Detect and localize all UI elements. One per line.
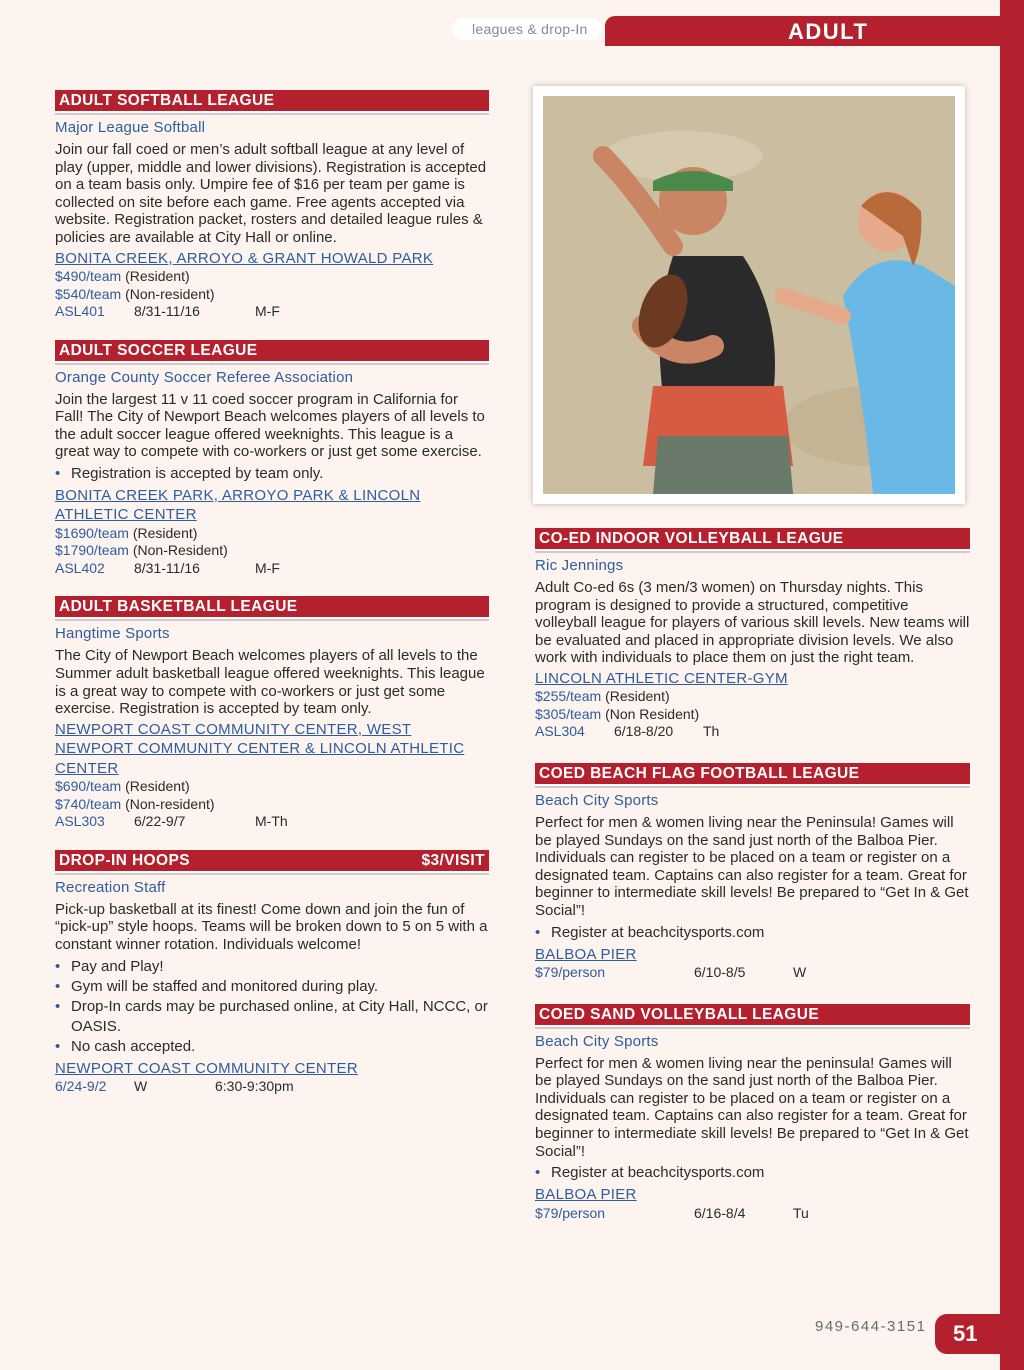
schedule-row: [55, 303, 489, 321]
fee-row: [55, 525, 489, 543]
fee-row: [535, 688, 970, 706]
bullet-item: • Register at beachcitysports.com: [535, 923, 970, 943]
provider: Hangtime Sports: [55, 625, 170, 643]
fee-amount: $255/team: [535, 688, 602, 705]
course-code: ASL304: [535, 723, 585, 740]
fee-amount: $540/team: [55, 285, 122, 302]
days: W: [793, 964, 807, 981]
description: Pick-up basketball at its finest! Come down and join the fun of “pick-up” style hoops. Teams will be broken down to 5 on 5 with a constant winner rotation. Individuals welcome!: [55, 900, 488, 953]
description: Perfect for men & women living near the peninsula! Games will be played Sundays on the sand just north of the Balboa Pier. Individuals can register to be placed on a team or register on a designated team. Captains can also register for a team. Great for beginner to intermediate skill levels! Be prepared to “Get In & Get Social”!: [535, 1054, 969, 1160]
location-link[interactable]: NEWPORT COAST COMMUNITY CENTER: [55, 1059, 358, 1077]
fee-type: (Non-Resident): [132, 542, 228, 559]
description: Perfect for men & women living near the Peninsula! Games will be played Sundays on the sand just north of the Balboa Pier. Individuals can register to be placed on a team or register on a designated team. Captains can also register for a team. Great for beginner to intermediate skill levels! Be prepared to “Get In & Get Social”!: [535, 813, 969, 919]
fee-type: (Resident): [125, 778, 190, 795]
section-title: ADULT SOCCER LEAGUE: [59, 341, 258, 359]
price: $79/person: [535, 964, 606, 981]
location-link[interactable]: LINCOLN ATHLETIC CENTER-GYM: [535, 669, 788, 687]
dates: 8/31-11/16: [134, 559, 200, 576]
fee-row: [535, 706, 970, 724]
flag-football-section: [535, 763, 970, 982]
bullet-item: • Pay and Play!: [55, 957, 489, 977]
location-link[interactable]: BONITA CREEK PARK, ARROYO PARK & LINCOLN ATHLETIC CENTER: [55, 486, 421, 524]
dates: 6/22-9/7: [134, 813, 186, 830]
section-title: ADULT BASKETBALL LEAGUE: [59, 598, 298, 616]
section-heading: [535, 763, 970, 786]
fee-amount: $1690/team: [55, 524, 129, 541]
provider: Beach City Sports: [535, 1032, 659, 1050]
schedule-row: [535, 723, 970, 741]
days: M-F: [255, 559, 280, 576]
fee-type: (Non Resident): [605, 705, 700, 722]
section-heading: [55, 596, 489, 619]
flag-football-photo: [543, 96, 955, 494]
price-tag: $3/VISIT: [421, 851, 485, 869]
fee-row: [55, 286, 489, 304]
description: The City of Newport Beach welcomes players of all levels to the Summer adult basketball league offered weeknights. This league is a great way to compete with co-workers or just get some exercise. Registration is accepted by team only.: [55, 647, 485, 718]
provider: Ric Jennings: [535, 557, 624, 574]
location-link[interactable]: NEWPORT COAST COMMUNITY CENTER, WEST NEWPORT COMMUNITY CENTER & LINCOLN ATHLETIC CENTER: [55, 720, 465, 777]
section-heading: [535, 528, 970, 551]
fee-row: [55, 796, 489, 814]
footer-phone: 949-644-3151: [815, 1318, 927, 1335]
photo-frame: [533, 86, 965, 504]
dates: 6/16-8/4: [694, 1204, 746, 1221]
section-title: COED SAND VOLLEYBALL LEAGUE: [539, 1005, 820, 1023]
section-heading: [55, 90, 489, 113]
softball-section: [55, 90, 489, 321]
dates: 8/31-11/16: [134, 303, 200, 320]
right-column: [535, 528, 970, 1222]
location-link[interactable]: BALBOA PIER: [535, 945, 637, 963]
time: 6:30-9:30pm: [215, 1078, 294, 1095]
course-code: ASL303: [55, 813, 105, 830]
bullet-item: • Register at beachcitysports.com: [535, 1163, 970, 1183]
volleyball-section: [535, 528, 970, 741]
provider: Recreation Staff: [55, 878, 166, 896]
provider: Major League Softball: [55, 119, 206, 136]
page-edge-bar: [1000, 0, 1024, 1370]
days: Tu: [793, 1204, 809, 1221]
location-link[interactable]: BALBOA PIER: [535, 1186, 637, 1204]
course-code: ASL402: [55, 559, 105, 576]
bullet-list: [535, 1163, 970, 1183]
schedule-row: [535, 964, 970, 982]
section-title: COED BEACH FLAG FOOTBALL LEAGUE: [539, 764, 860, 782]
dates: 6/24-9/2: [55, 1078, 107, 1095]
section-heading: [535, 1004, 970, 1027]
bullet-list: [55, 957, 489, 1057]
fee-amount: $490/team: [55, 268, 122, 285]
course-code: ASL401: [55, 303, 105, 320]
bullet-item: • Drop-In cards may be purchased online, at City Hall, NCCC, or OASIS.: [55, 997, 489, 1037]
fee-type: (Resident): [125, 268, 190, 285]
fee-type: (Resident): [132, 524, 198, 541]
bullet-item: • Gym will be staffed and monitored during play.: [55, 977, 489, 997]
dates: 6/10-8/5: [694, 964, 746, 981]
page-number: 51: [935, 1314, 1000, 1354]
provider: Orange County Soccer Referee Association: [55, 368, 354, 386]
schedule-row: [535, 1205, 970, 1223]
fee-row: [55, 268, 489, 286]
fee-type: (Resident): [605, 688, 670, 705]
provider: Beach City Sports: [535, 791, 659, 809]
header-banner: [605, 16, 1000, 46]
schedule-row: [55, 560, 489, 578]
section-heading: [55, 340, 489, 363]
days: M-F: [255, 303, 280, 320]
days: W: [134, 1078, 148, 1095]
basketball-section: [55, 596, 489, 830]
section-title: ADULT SOFTBALL LEAGUE: [59, 92, 275, 109]
description: Join the largest 11 v 11 coed soccer program in California for Fall! The City of Newport Beach welcomes players of all levels to the adult soccer league offered weeknights. This league is a great way to compete with co-workers or just get some exercise.: [55, 390, 485, 461]
fee-amount: $305/team: [535, 705, 602, 722]
days: Th: [703, 723, 720, 740]
price: $79/person: [535, 1204, 606, 1221]
schedule-row: [55, 813, 489, 831]
fee-amount: $740/team: [55, 795, 122, 812]
bullet-item: • Registration is accepted by team only.: [55, 464, 489, 484]
section-heading: [55, 850, 489, 873]
fee-type: (Non-resident): [125, 285, 215, 302]
bullet-list: [535, 923, 970, 943]
fee-row: [55, 778, 489, 796]
section-title: DROP-IN HOOPS: [59, 851, 190, 869]
description: Adult Co-ed 6s (3 men/3 women) on Thursday nights. This program is designed to provide a structured, competitive volleyball league for players of various skill levels. New teams will be evaluated and placed in appropriate division levels. We also work with individuals to place them on just the right team.: [535, 579, 970, 667]
fee-amount: $1790/team: [55, 542, 129, 559]
fee-row: [55, 542, 489, 560]
days: M-Th: [255, 813, 288, 830]
hoops-section: [55, 850, 489, 1096]
fee-amount: $690/team: [55, 778, 122, 795]
section-title: CO-ED INDOOR VOLLEYBALL LEAGUE: [539, 530, 844, 547]
location-link[interactable]: BONITA CREEK, ARROYO & GRANT HOWALD PARK: [55, 249, 434, 267]
fee-type: (Non-resident): [125, 795, 215, 812]
header-banner-title: ADULT: [788, 19, 869, 44]
soccer-section: [55, 340, 489, 578]
sand-volleyball-section: [535, 1004, 970, 1223]
header-tab-label: leagues & drop-In: [472, 21, 588, 37]
schedule-row: [55, 1078, 489, 1096]
left-column: [55, 90, 489, 1096]
description: Join our fall coed or men’s adult softball league at any level of play (upper, middle and lower divisions). Registration is accepted on a team basis only. Umpire fee of $16 per team per game is collected on site before each game. Free agents accepted via website. Registration packet, rosters and detailed league rules & policies are available at City Hall or online.: [55, 141, 487, 246]
dates: 6/18-8/20: [614, 723, 674, 740]
bullet-item: • No cash accepted.: [55, 1037, 489, 1057]
bullet-list: [55, 464, 489, 484]
photo-illustration: [543, 96, 955, 494]
